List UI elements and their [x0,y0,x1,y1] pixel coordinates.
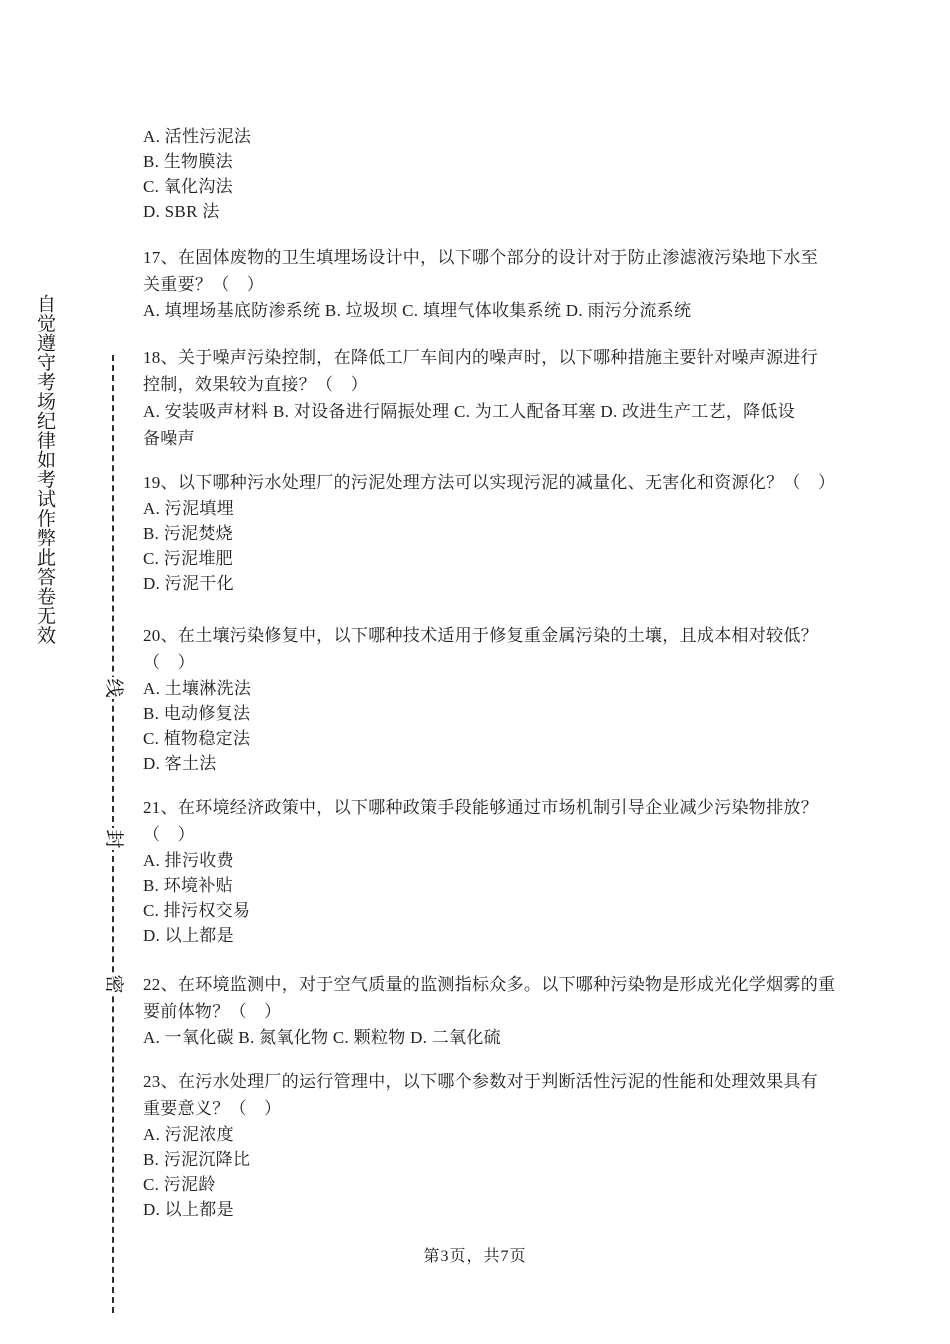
page-footer: 第3页，共7页 [423,1248,527,1265]
question-22 [143,971,836,1050]
seal-char-line: 线 [99,677,127,699]
exam-notice-vertical: 自觉遵守考场纪律如考试作弊此答卷无效 [34,294,55,645]
question-text-line: （ ） [143,825,195,844]
seal-char-mi: 密 [99,973,127,995]
option-item: D. 以上都是 [143,926,234,945]
option-item: D. 以上都是 [143,1200,234,1219]
question-17 [143,244,825,323]
option-item: B. 电动修复法 [143,704,251,723]
question-text-line: （ ） [143,653,195,672]
option-item: C. 植物稳定法 [143,729,251,748]
question-text-line: 重要意义？（ ） [143,1099,282,1118]
option-item: C. 氧化沟法 [143,177,233,196]
option-item: B. 环境补贴 [143,876,233,895]
question-text-line: 21、在环境经济政策中，以下哪种政策手段能够通过市场机制引导企业减少污染物排放？ [143,798,818,817]
option-item: A. 排污收费 [143,851,234,870]
option-item: B. 污泥沉降比 [143,1150,251,1169]
question-23 [143,1068,825,1222]
options-inline-line: 备噪声 [143,429,195,448]
question-text-line: 17、在固体废物的卫生填埋场设计中，以下哪个部分的设计对于防止渗滤液污染地下水至 [143,248,818,267]
question-text-line: 19、以下哪种污水处理厂的污泥处理方法可以实现污泥的减量化、无害化和资源化？（ ） [143,473,836,492]
question-text-line: 18、关于噪声污染控制，在降低工厂车间内的噪声时，以下哪种措施主要针对噪声源进行 [143,348,818,367]
question-18 [143,344,825,452]
options-inline-line: A. 填埋场基底防渗系统 B. 垃圾坝 C. 填埋气体收集系统 D. 雨污分流系统 [143,301,692,320]
options-inline-line: A. 安装吸声材料 B. 对设备进行隔振处理 C. 为工人配备耳塞 D. 改进生产工艺，降低设 [143,402,796,421]
question-16-options [143,124,825,224]
option-item: C. 排污权交易 [143,901,251,920]
option-item: D. SBR 法 [143,202,220,221]
question-19 [143,469,836,596]
option-item: A. 活性污泥法 [143,127,252,146]
question-text-line: 22、在环境监测中，对于空气质量的监测指标众多。以下哪种污染物是形成光化学烟雾的重 [143,975,836,994]
option-item: D. 客土法 [143,754,217,773]
option-item: B. 污泥焚烧 [143,524,233,543]
option-item: C. 污泥堆肥 [143,549,233,568]
seal-char-feng: 封 [99,828,127,850]
question-text-line: 23、在污水处理厂的运行管理中，以下哪个参数对于判断活性污泥的性能和处理效果具有 [143,1072,818,1091]
option-item: A. 污泥填埋 [143,499,234,518]
question-20 [143,622,825,776]
question-text-line: 关重要？（ ） [143,275,265,294]
question-21 [143,794,825,948]
question-text-line: 要前体物？（ ） [143,1002,282,1021]
option-item: D. 污泥干化 [143,574,234,593]
question-text-line: 20、在土壤污染修复中，以下哪种技术适用于修复重金属污染的土壤，且成本相对较低？ [143,626,818,645]
question-text-line: 控制，效果较为直接？（ ） [143,375,368,394]
option-item: A. 土壤淋洗法 [143,679,252,698]
options-inline-line: A. 一氧化碳 B. 氮氧化物 C. 颗粒物 D. 二氧化硫 [143,1028,501,1047]
option-item: A. 污泥浓度 [143,1125,234,1144]
option-item: B. 生物膜法 [143,152,233,171]
option-item: C. 污泥龄 [143,1175,216,1194]
